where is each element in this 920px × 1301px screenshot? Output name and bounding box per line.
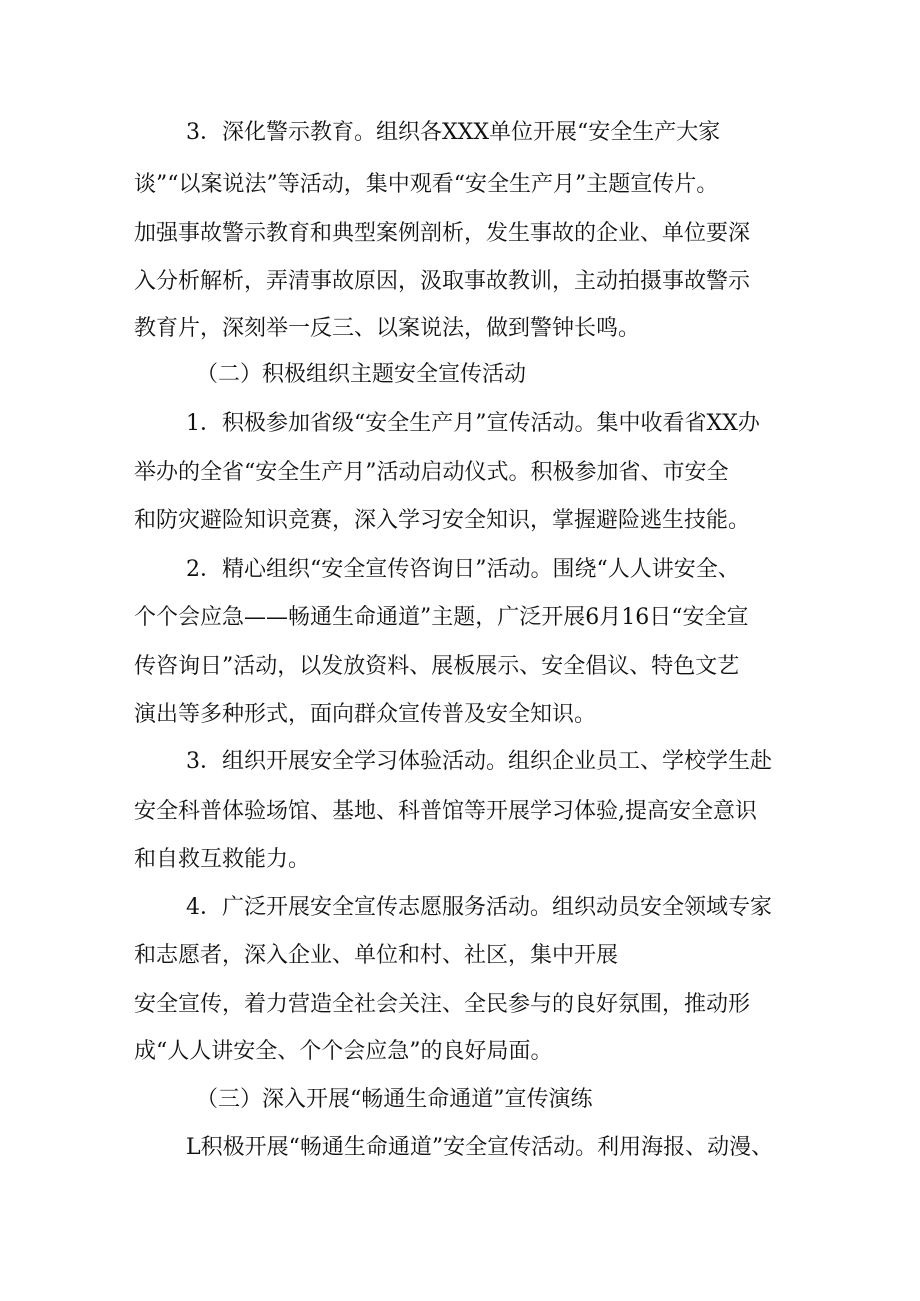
text-line: 2．精心组织“安全宣传咨询日”活动。围绕“人人讲安全、 — [186, 557, 740, 582]
text-line: 3．深化警示教育。组织各XXX单位开展“安全生产大家 — [186, 120, 721, 145]
text-line: 和防灾避险知识竞赛，深入学习安全知识，掌握避险逃生技能。 — [134, 508, 751, 533]
text-line: 安全科普体验场馆、基地、科普馆等开展学习体验,提高安全意识 — [134, 799, 757, 824]
text-line: L积极开展“畅通生命通道”安全宣传活动。利用海报、动漫、 — [186, 1135, 774, 1160]
text-line: 安全宣传，着力营造全社会关注、全民参与的良好氛围，推动形 — [134, 992, 751, 1017]
text-line: 和自救互救能力。 — [134, 847, 311, 872]
section-heading: （二）积极组织主题安全宣传活动 — [196, 362, 527, 387]
text-line: 传咨询日”活动，以发放资料、展板展示、安全倡议、特色文艺 — [134, 654, 740, 679]
text-line: 4．广泛开展安全宣传志愿服务活动。组织动员安全领域专家 — [186, 895, 772, 920]
section-heading: （三）深入开展“畅通生命通道”宣传演练 — [196, 1087, 593, 1112]
text-line: 举办的全省“安全生产月”活动启动仪式。积极参加省、市安全 — [134, 460, 729, 485]
text-line: 成“人人讲安全、个个会应急”的良好局面。 — [134, 1039, 553, 1064]
text-line: 和志愿者，深入企业、单位和村、社区，集中开展 — [134, 943, 619, 968]
text-line: 3．组织开展安全学习体验活动。组织企业员工、学校学生赴 — [186, 749, 772, 774]
text-line: 1．积极参加省级“安全生产月”宣传活动。集中收看省XX办 — [186, 411, 760, 436]
text-line: 谈”“以案说法”等活动，集中观看“安全生产月”主题宣传片。 — [134, 172, 719, 197]
text-line: 加强事故警示教育和典型案例剖析，发生事故的企业、单位要深 — [134, 221, 751, 246]
text-line: 教育片，深刻举一反三、以案说法，做到警钟长鸣。 — [134, 316, 641, 341]
text-line: 演出等多种形式，面向群众宣传普及安全知识。 — [134, 702, 597, 727]
text-line: 入分析解析，弄清事故原因，汲取事故教训，主动拍摄事故警示 — [134, 269, 751, 294]
text-line: 个个会应急——畅通生命通道”主题，广泛开展6月16日“安全宣 — [134, 605, 749, 630]
